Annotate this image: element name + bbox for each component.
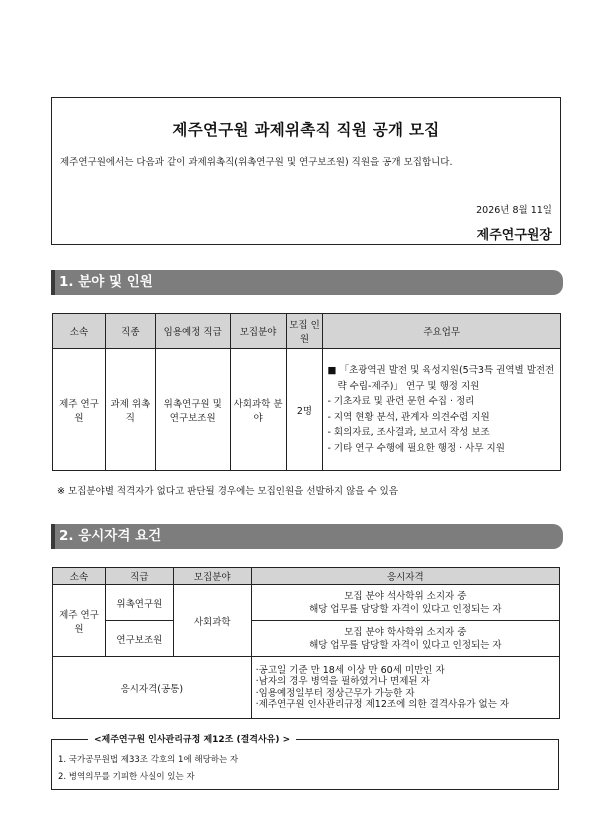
page-title: 제주연구원 과제위촉직 직원 공개 모집	[172, 121, 440, 139]
common-item: ·공고일 기준 만 18세 이상 만 60세 미만인 자	[255, 664, 445, 676]
field-cell: 사회과학	[173, 585, 251, 657]
col-duties: 주요업무	[323, 314, 561, 349]
selection-note: ※ 모집분야별 적격자가 없다고 판단될 경우에는 모집인원을 선발하지 않을 수 있음	[57, 486, 398, 497]
common-item: ·제주연구원 인사관리규정 제12조에 의한 결격사유가 없는 자	[255, 699, 510, 710]
job-type-cell: 과제 위촉직	[105, 349, 155, 471]
section-1-heading: 1. 분야 및 인원	[51, 270, 563, 295]
table-row	[53, 657, 560, 719]
rank-cell: 위촉연구원	[105, 585, 173, 621]
qualification-line: 해당 업무를 담당할 자격이 있다고 인정되는 자	[309, 603, 502, 615]
affiliation-cell: 제주 연구원	[53, 585, 106, 657]
qualification-cell	[251, 621, 559, 657]
duty-item: ■ 「초광역권 발전 및 육성지원(5극3특 권역별 발전전략 수립-제주)」 연구 및 행정 지원	[327, 365, 555, 392]
regulation-item: 2. 병역의무를 기피한 사실이 있는 자	[58, 772, 195, 782]
regulation-title: <제주연구원 인사관리규정 제12조 (결격사유) >	[88, 732, 296, 745]
col-field: 모집분야	[230, 314, 286, 349]
common-item: ·임용예정일부터 정상근무가 가능한 자	[255, 687, 415, 699]
col-count: 모집 인원	[286, 314, 323, 349]
col-job-type: 직종	[105, 314, 155, 349]
table-row	[53, 585, 560, 621]
positions-table	[52, 313, 561, 471]
qualification-table	[52, 567, 560, 719]
qualification-line: 해당 업무를 담당할 자격이 있다고 인정되는 자	[309, 639, 502, 651]
common-qualification-label: 응시자격(공통)	[53, 657, 252, 719]
duty-item: - 회의자료, 조사결과, 보고서 작성 보조	[327, 427, 490, 438]
col-rank: 직급	[105, 568, 173, 585]
issuer-name: 제주연구원장	[476, 228, 552, 243]
col-qualification: 응시자격	[251, 568, 559, 585]
table-row	[53, 621, 560, 657]
duty-item: - 기초자료 및 관련 문헌 수집 · 정리	[327, 396, 475, 407]
duty-item: - 지역 현황 분석, 관계자 의견수렴 지원	[327, 411, 490, 423]
common-item: ·남자의 경우 병역을 필하였거나 면제된 자	[255, 676, 430, 687]
qualification-line: 모집 분야 석사학위 소지자 중	[344, 590, 467, 602]
regulation-item: 1. 국가공무원법 제33조 각호의 1에 해당하는 자	[58, 755, 239, 765]
affiliation-cell: 제주 연구원	[53, 349, 106, 471]
count-cell: 2명	[286, 349, 323, 471]
field-cell: 사회과학 분야	[230, 349, 286, 471]
col-field: 모집분야	[173, 568, 251, 585]
section-2-heading: 2. 응시자격 요건	[51, 524, 563, 549]
qualification-line: 모집 분야 학사학위 소지자 중	[344, 626, 467, 638]
notice-header-box	[51, 97, 561, 245]
duties-cell	[323, 349, 561, 471]
col-affiliation: 소속	[53, 568, 106, 585]
table-row	[53, 349, 561, 471]
col-rank: 임용예정 직급	[155, 314, 230, 349]
rank-cell: 위촉연구원 및 연구보조원	[155, 349, 230, 471]
qualification-cell	[251, 585, 559, 621]
intro-text: 제주연구원에서는 다음과 같이 과제위촉직(위촉연구원 및 연구보조원) 직원을 공개 모집합니다.	[60, 157, 453, 168]
col-affiliation: 소속	[53, 314, 106, 349]
rank-cell: 연구보조원	[105, 621, 173, 657]
common-qualification-cell	[251, 657, 559, 719]
notice-date: 2026년 8월 11일	[476, 205, 552, 216]
regulation-box	[51, 735, 559, 790]
duty-item: - 기타 연구 수행에 필요한 행정 · 사무 지원	[327, 442, 505, 454]
